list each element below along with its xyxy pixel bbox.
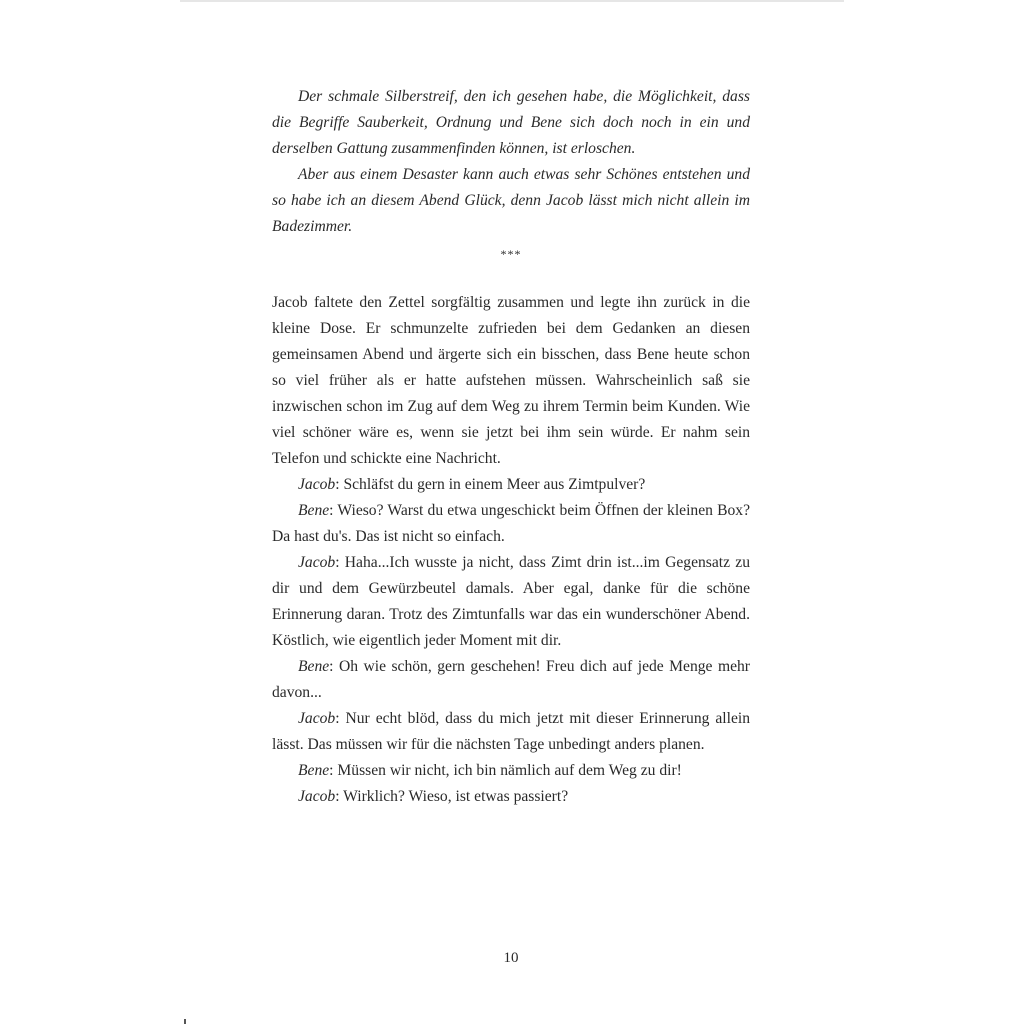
message-paragraph [272, 654, 750, 706]
speaker-name: Jacob [298, 710, 336, 727]
top-edge-rule [180, 0, 844, 2]
message-paragraph [272, 758, 750, 784]
crop-mark [184, 1019, 186, 1024]
letter-paragraph-1: Der schmale Silberstreif, den ich gesehen habe, die Möglichkeit, dass die Begriffe Sauberkeit, Ordnung und Bene sich doch noch in ein und derselben Gattung zusammenfinden können, ist erloschen. [272, 88, 750, 157]
message-text: : Müssen wir nicht, ich bin nämlich auf dem Weg zu dir! [329, 762, 682, 779]
speaker-name: Jacob [298, 788, 336, 805]
message-text: : Oh wie schön, gern geschehen! Freu dich auf jede Menge mehr davon... [272, 658, 750, 701]
message-text: : Schläfst du gern in einem Meer aus Zimtpulver? [335, 476, 646, 493]
letter-paragraph-2: Aber aus einem Desaster kann auch etwas sehr Schönes entstehen und so habe ich an diesem Abend Glück, denn Jacob lässt mich nicht allein im Badezimmer. [272, 166, 750, 235]
message-text: : Nur echt blöd, dass du mich jetzt mit dieser Erinnerung allein lässt. Das müssen wir für die nächsten Tage unbedingt anders planen. [272, 710, 750, 753]
speaker-name: Bene [298, 762, 330, 779]
message-text: : Wieso? Warst du etwa ungeschickt beim Öffnen der kleinen Box? Da hast du's. Das ist nicht so einfach. [272, 502, 750, 545]
speaker-name: Bene [298, 658, 330, 675]
speaker-name: Jacob [298, 554, 336, 571]
message-paragraph [272, 498, 750, 550]
narrative-section [272, 290, 750, 810]
italic-letter-excerpt [272, 84, 750, 240]
message-paragraph [272, 550, 750, 654]
speaker-name: Bene [298, 502, 330, 519]
message-paragraph [272, 784, 750, 810]
message-paragraph [272, 706, 750, 758]
message-text: : Haha...Ich wusste ja nicht, dass Zimt drin ist...im Gegensatz zu dir und dem Gewürzbeutel damals. Aber egal, danke für die schöne Erinnerung daran. Trotz des Zimtunfalls war das ein wunderschöner Abend. Köstlich, wie eigentlich jeder Moment mit dir. [272, 554, 750, 649]
speaker-name: Jacob [298, 476, 336, 493]
page-number: 10 [503, 950, 519, 966]
narrative-paragraph: Jacob faltete den Zettel sorgfältig zusammen und legte ihn zurück in die kleine Dose. Er schmunzelte zufrieden bei dem Gedanken an diesen gemeinsamen Abend und ärgerte sich ein bisschen, dass Bene heute schon so viel früher als er hatte aufstehen müssen. Wahrscheinlich saß sie inzwischen schon im Zug auf dem Weg zu ihrem Termin beim Kunden. Wie viel schöner wäre es, wenn sie jetzt bei ihm sein würde. Er nahm sein Telefon und schickte eine Nachricht. [272, 294, 750, 467]
message-text: : Wirklich? Wieso, ist etwas passiert? [335, 788, 569, 805]
message-paragraph [272, 472, 750, 498]
section-separator: *** [500, 247, 522, 261]
